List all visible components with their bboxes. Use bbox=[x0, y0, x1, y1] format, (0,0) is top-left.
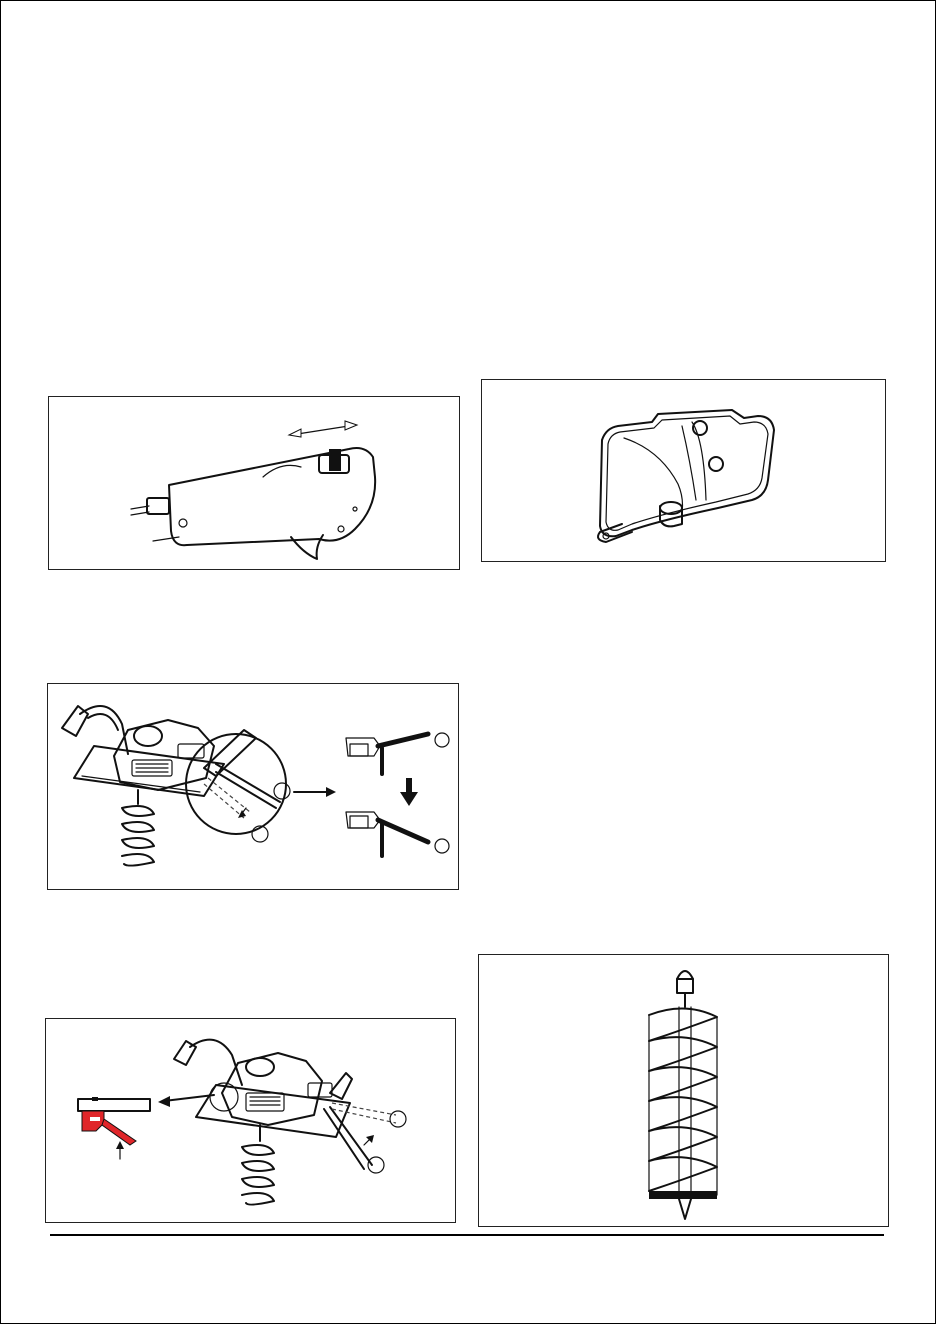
auger-bit-illustration bbox=[479, 955, 888, 1226]
engine-switch-illustration bbox=[46, 1019, 455, 1222]
callout-circle bbox=[368, 1157, 384, 1173]
callout-circle bbox=[435, 733, 449, 747]
throttle-handle-figure bbox=[48, 396, 460, 570]
double-arrow-icon bbox=[289, 421, 357, 437]
muffler-illustration bbox=[482, 380, 885, 561]
footer-rule bbox=[50, 1234, 884, 1236]
start-lever-figure bbox=[47, 683, 459, 890]
callout-circle bbox=[274, 783, 290, 799]
start-lever-illustration bbox=[48, 684, 458, 889]
throttle-handle-illustration bbox=[49, 397, 459, 569]
muffler-figure bbox=[481, 379, 886, 562]
auger-bit-figure bbox=[478, 954, 889, 1227]
engine-switch-figure bbox=[45, 1018, 456, 1223]
callout-circle bbox=[390, 1111, 406, 1127]
callout-circle bbox=[435, 839, 449, 853]
